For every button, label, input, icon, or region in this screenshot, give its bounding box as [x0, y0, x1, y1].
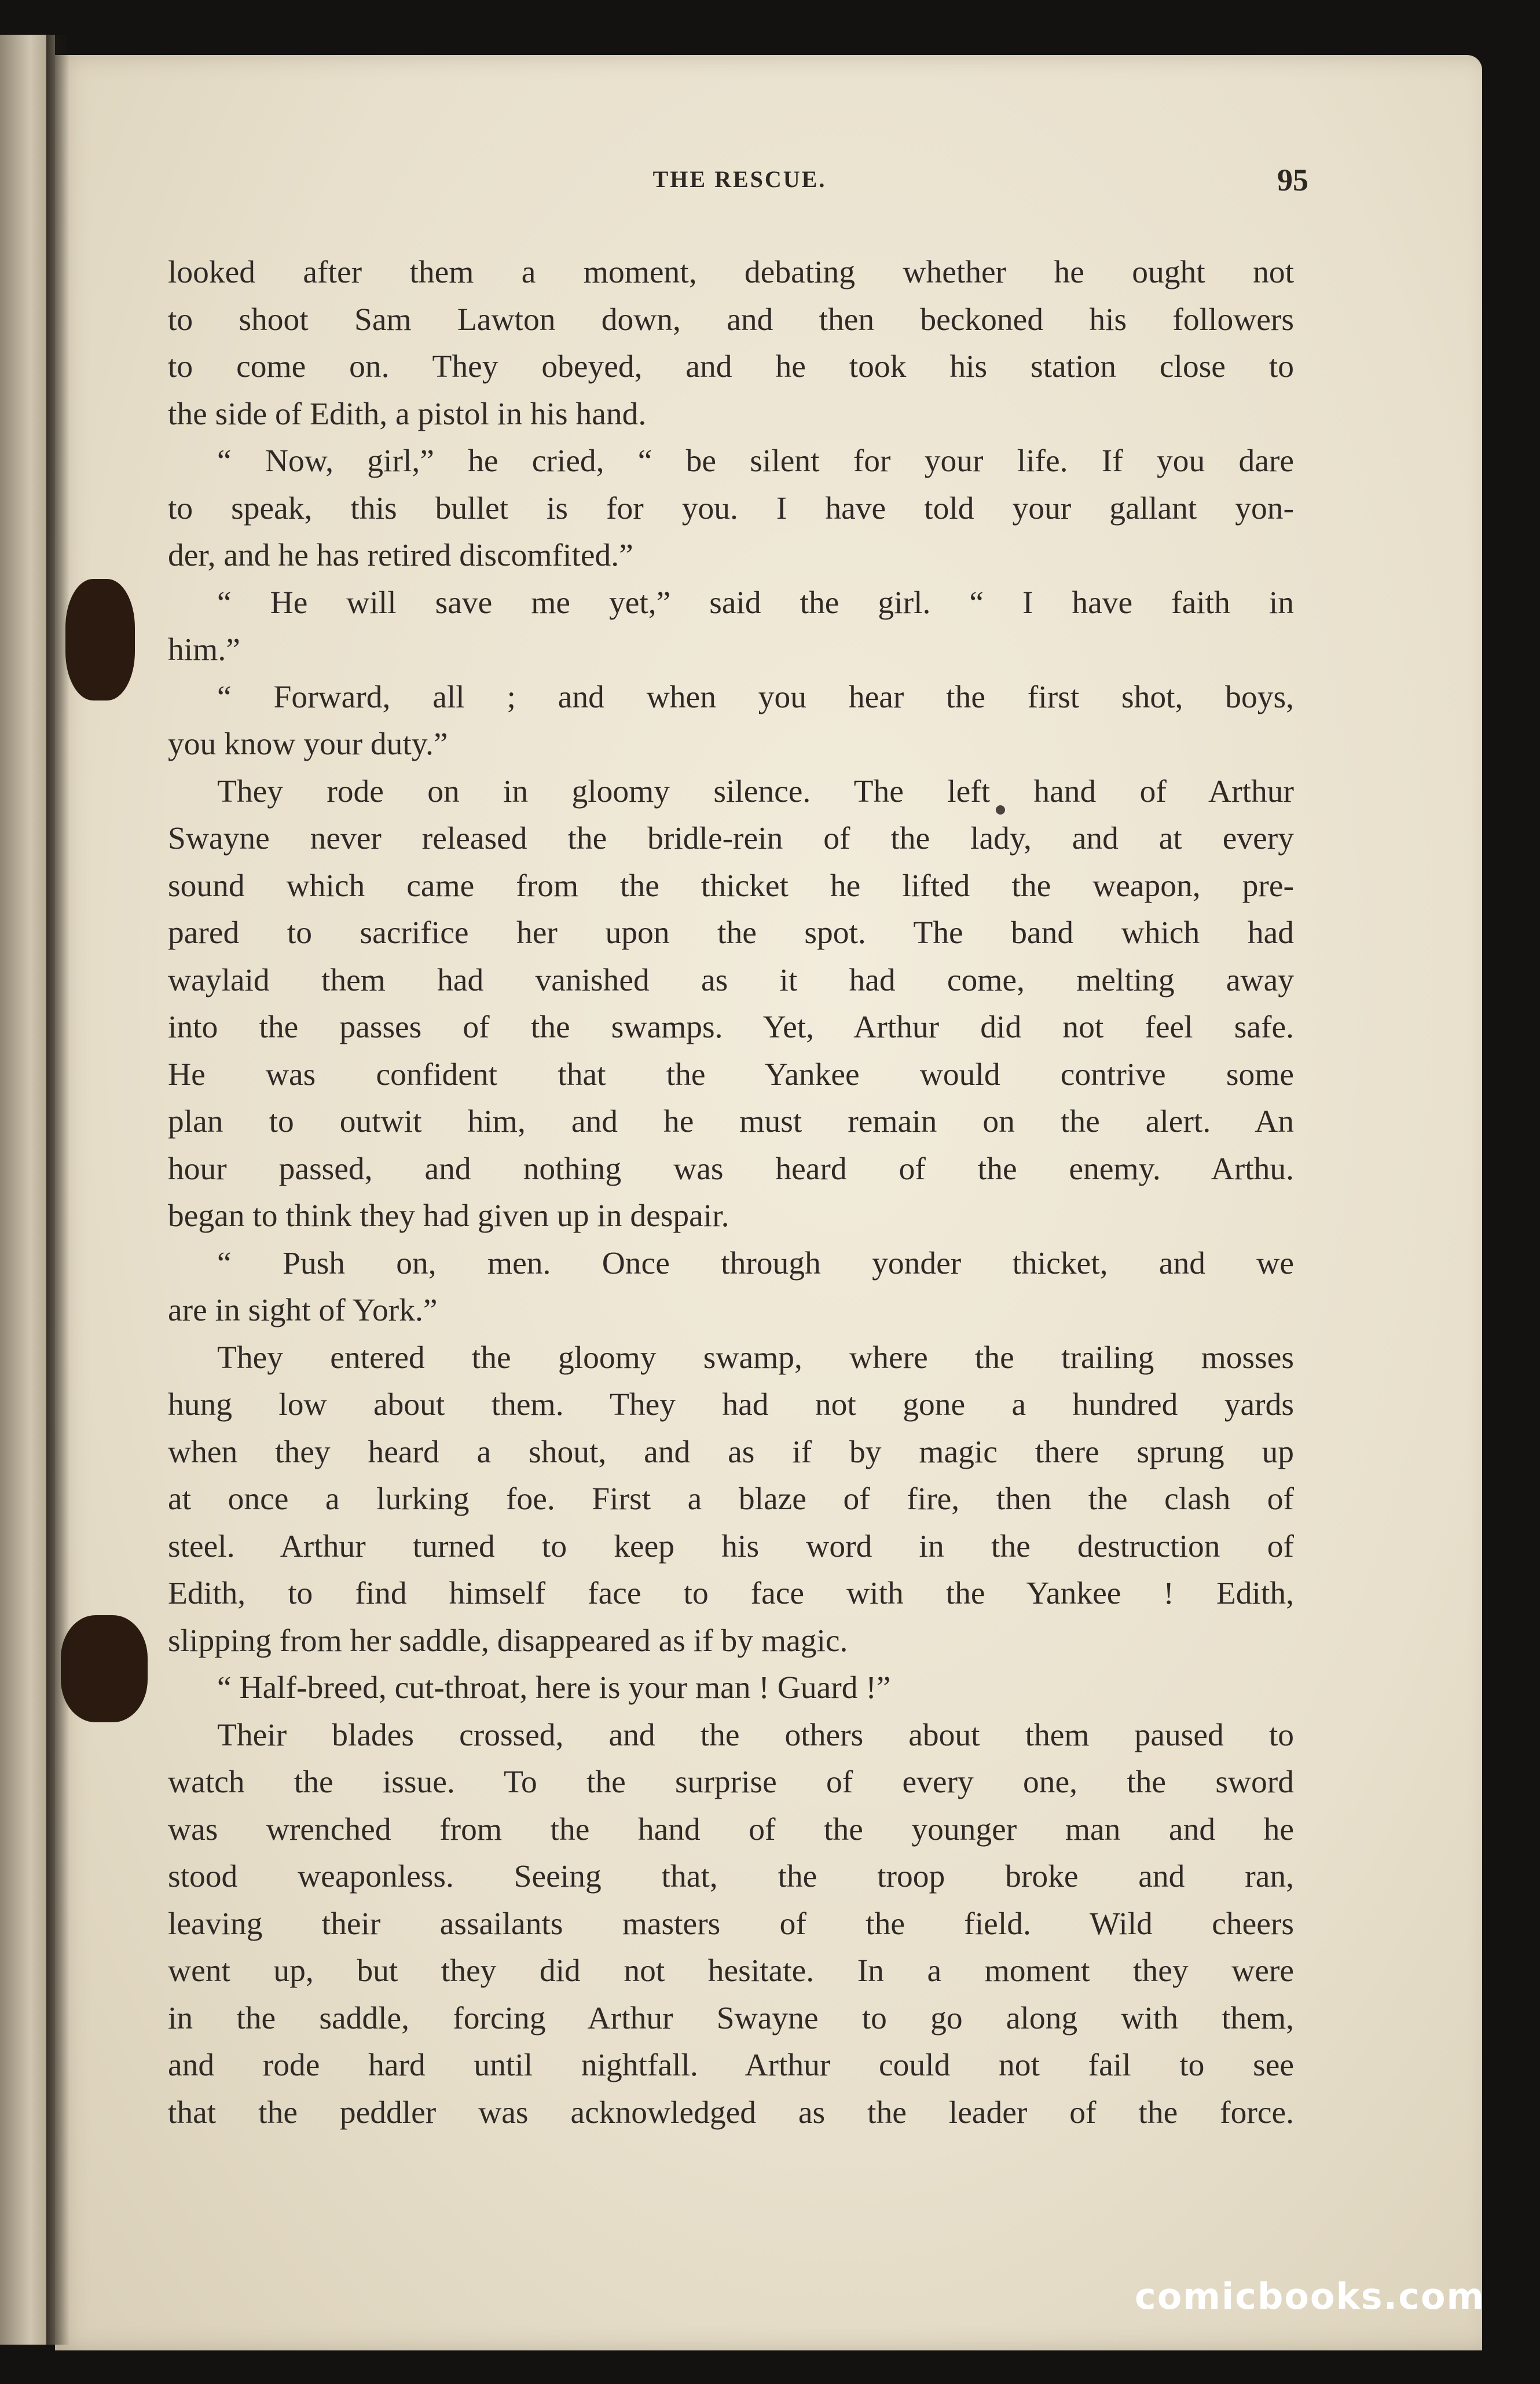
text-line: began to think they had given up in despair.	[168, 1198, 729, 1234]
text-line: Swayne never released the bridle-rein of the lady, and at every	[168, 821, 1294, 856]
binding-tape-mark	[61, 1615, 148, 1722]
text-line: him.”	[168, 632, 240, 667]
text-line: stood weaponless. Seeing that, the troop broke and ran,	[168, 1859, 1294, 1894]
text-line: to come on. They obeyed, and he took his station close to	[168, 349, 1294, 384]
text-line: Their blades crossed, and the others about them paused to	[217, 1717, 1294, 1753]
text-line: waylaid them had vanished as it had come, melting away	[168, 962, 1294, 998]
text-line: steel. Arthur turned to keep his word in the destruction of	[168, 1528, 1294, 1564]
text-line: at once a lurking foe. First a blaze of fire, then the clash of	[168, 1481, 1294, 1517]
chapter-title: THE RESCUE.	[652, 166, 827, 192]
text-line: in the saddle, forcing Arthur Swayne to go along with them,	[168, 2000, 1294, 2036]
text-line: sound which came from the thicket he lifted the weapon, pre-	[168, 868, 1294, 904]
text-line: the side of Edith, a pistol in his hand.	[168, 396, 647, 432]
page-number: 95	[1277, 163, 1308, 197]
text-line: into the passes of the swamps. Yet, Arthur did not feel safe.	[168, 1010, 1294, 1045]
text-line: looked after them a moment, debating whether he ought not	[168, 255, 1294, 290]
text-line: you know your duty.”	[168, 727, 448, 762]
text-line: He was confident that the Yankee would contrive some	[168, 1057, 1294, 1092]
text-line: when they heard a shout, and as if by magic there sprung up	[168, 1434, 1294, 1470]
text-line: They rode on in gloomy silence. The left hand of Arthur	[217, 773, 1294, 809]
text-line: was wrenched from the hand of the younger man and he	[168, 1811, 1294, 1847]
text-line: “ Now, girl,” he cried, “ be silent for your life. If you dare	[217, 443, 1294, 479]
text-line: “ Forward, all ; and when you hear the first shot, boys,	[217, 679, 1294, 715]
text-line: “ Half-breed, cut-throat, here is your man ! Guard !”	[217, 1670, 891, 1706]
text-line: that the peddler was acknowledged as the leader of the force.	[168, 2095, 1294, 2130]
text-line: “ Push on, men. Once through yonder thicket, and we	[217, 1245, 1294, 1281]
text-line: to shoot Sam Lawton down, and then beckoned his followers	[168, 302, 1294, 338]
running-head	[171, 162, 1308, 203]
text-line: went up, but they did not hesitate. In a moment they were	[168, 1953, 1294, 1989]
text-line: are in sight of York.”	[168, 1293, 438, 1328]
binding-tape-mark	[65, 579, 135, 700]
text-line: watch the issue. To the surprise of every one, the sword	[168, 1765, 1294, 1800]
text-line: Edith, to find himself face to face with the Yankee ! Edith,	[168, 1576, 1294, 1611]
text-line: leaving their assailants masters of the field. Wild cheers	[168, 1906, 1294, 1942]
text-line: der, and he has retired discomfited.”	[168, 538, 633, 573]
text-line: to speak, this bullet is for you. I have told your gallant yon-	[168, 490, 1294, 526]
text-line: and rode hard until nightfall. Arthur could not fail to see	[168, 2048, 1294, 2083]
text-line: They entered the gloomy swamp, where the trailing mosses	[217, 1340, 1294, 1376]
watermark: comicbooks.com	[1135, 2275, 1486, 2317]
gutter-shadow	[46, 35, 69, 2345]
text-line: hung low about them. They had not gone a hundred yards	[168, 1387, 1294, 1422]
text-line: “ He will save me yet,” said the girl. “ I have faith in	[217, 585, 1294, 621]
text-line: pared to sacrifice her upon the spot. The band which had	[168, 915, 1294, 951]
text-line: slipping from her saddle, disappeared as if by magic.	[168, 1623, 848, 1659]
text-line: plan to outwit him, and he must remain on the alert. An	[168, 1104, 1294, 1139]
body-text	[168, 249, 1294, 2136]
text-line: hour passed, and nothing was heard of the enemy. Arthu.	[168, 1151, 1294, 1187]
